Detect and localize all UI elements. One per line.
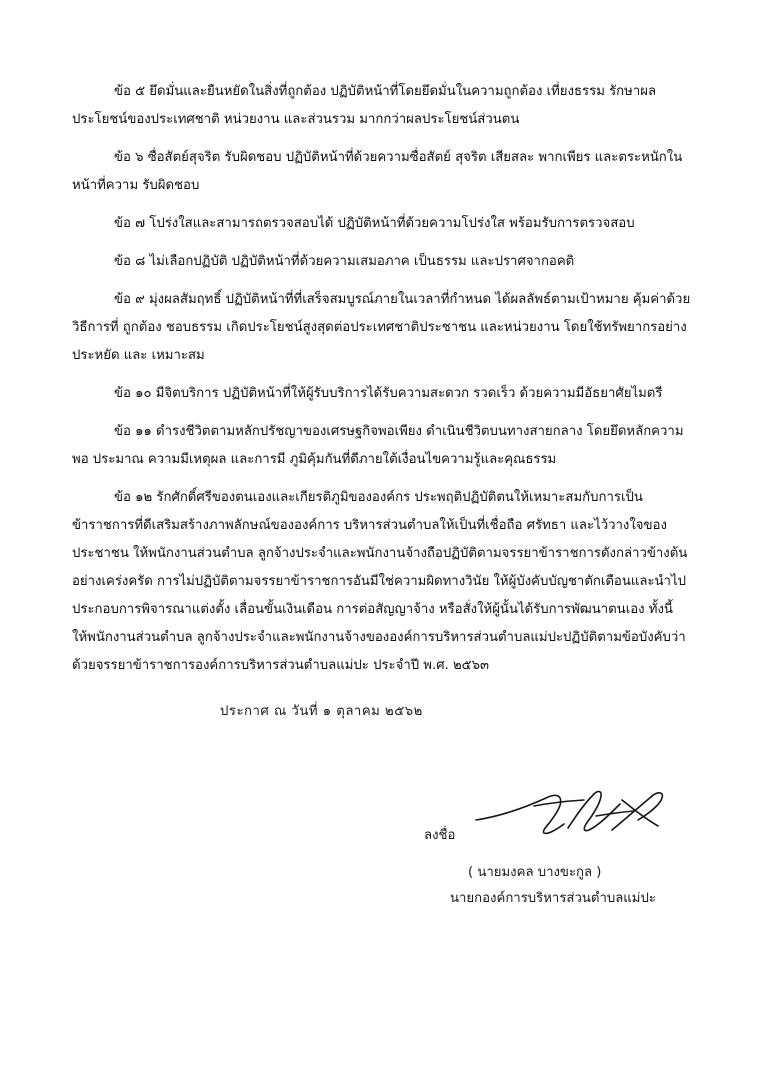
clause-7-paragraph: ข้อ ๗ โปร่งใสและสามารถตรวจสอบได้ ปฏิบัติหน้าที่ด้วยความโปร่งใส พร้อมรับการตรวจสอบ [114,216,635,231]
clause-10-paragraph: ข้อ ๑๐ มีจิตบริการ ปฏิบัติหน้าที่ให้ผู้รับบริการได้รับความสะดวก รวดเร็ว ด้วยความมีอัธยาศัยไมตรี [114,386,663,401]
signature-block [72,822,692,982]
signer-title: นายกองค์การบริหารส่วนตำบลแม่ปะ [450,891,656,906]
signer-name: ( นายมงคล บางขะกูล ) [468,865,602,880]
clause-8-paragraph: ข้อ ๘ ไม่เลือกปฏิบัติ ปฏิบัติหน้าที่ด้วยความเสมอภาค เป็นธรรม และปราศจากอคติ [114,254,575,269]
clause-6-paragraph: ข้อ ๖ ซื่อสัตย์สุจริต รับผิดชอบ ปฏิบัติหน้าที่ด้วยความซื่อสัตย์ สุจริต เสียสละ พากเพียร และตระหนักในหน้าที่ความ รับผิดชอบ [72,150,683,193]
announcement-date-line: ประกาศ ณ วันที่ ๑ ตุลาคม ๒๕๖๒ [220,704,423,719]
clause-12-paragraph: ข้อ ๑๒ รักศักดิ์ศรีของตนเองและเกียรติภูมิขององค์กร ประพฤติปฏิบัติตนให้เหมาะสมกับการเป็นข้าราชการที่ดีเสริมสร้างภาพลักษณ์ขององค์การ บริหารส่วนตำบลให้เป็นที่เชื่อถือ ศรัทธา และไว้วางใจของประชาชน ให้พนักงานส่วนตำบล ลูกจ้างประจำและพนักงานจ้างถือปฏิบัติตามจรรยาข้าราชการดังกล่าวข้างต้น อย่างเคร่งครัด การไม่ปฏิบัติตามจรรยาข้าราชการอันมีใช่ความผิดทางวินัย ให้ผู้บังคับบัญชาตักเตือนและนำไป ประกอบการพิจารณาแต่งตั้ง เลื่อนขั้นเงินเดือน การต่อสัญญาจ้าง หรือสั่งให้ผู้นั้นได้รับการพัฒนาตนเอง ทั้งนี้ ให้พนักงานส่วนตำบล ลูกจ้างประจำและพนักงานจ้างขององค์การบริหารส่วนตำบลแม่ปะปฏิบัติตามข้อบังคับว่าด้วยจรรยาข้าราชการองค์การบริหารส่วนตำบลแม่ปะ ประจำปี พ.ศ. ๒๕๖๓ [72,490,688,673]
clause-9-paragraph: ข้อ ๙ มุ่งผลสัมฤทธิ์ ปฏิบัติหน้าที่ที่เสร็จสมบูรณ์ภายในเวลาที่กำหนด ได้ผลลัพธ์ตามเป้าหมาย คุ้มค่าด้วยวิธีการที่ ถูกต้อง ชอบธรรม เกิดประโยชน์สูงสุดต่อประเทศชาติประชาชน และหน่วยงาน โดยใช้ทรัพยากรอย่างประหยัด และ เหมาะสม [72,292,691,363]
signature-line-row [72,822,692,852]
clause-11-paragraph: ข้อ ๑๑ ดำรงชีวิตตามหลักปรัชญาของเศรษฐกิจพอเพียง ดำเนินชีวิตบนทางสายกลาง โดยยึดหลักความพอ ประมาณ ความมีเหตุผล และการมี ภูมิคุ้มกันที่ดีภายใต้เงื่อนไขความรู้และคุณธรรม [72,424,684,467]
handwritten-signature-icon [472,786,672,840]
signature-label: ลงชื่อ [424,828,456,843]
clause-5-paragraph: ข้อ ๕ ยึดมั่นและยืนหยัดในสิ่งที่ถูกต้อง ปฏิบัติหน้าที่โดยยึดมั่นในความถูกต้อง เที่ยงธรรม รักษาผลประโยชน์ของประเทศชาติ หน่วยงาน และส่วนรวม มากกว่าผลประโยชน์ส่วนตน [72,84,657,127]
